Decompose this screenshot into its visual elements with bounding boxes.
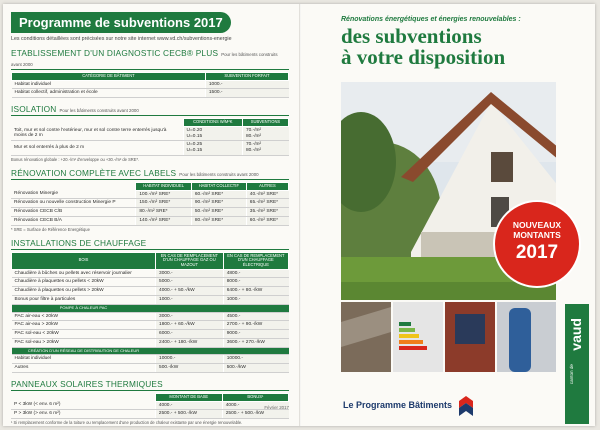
solaire-table: MONTANT DE BASE BONUS¹ P < 3kW (< env. 6 m²) 4000.- 4000.- P > 3kW (> env. 6 m²) 2500.- + 500.-/kW 2500.- + 500.-/kW [11, 393, 289, 419]
pac-subheader: POMPE À CHALEUR PAC [12, 304, 156, 312]
table-row: Rénovation CECB B/A 140.-/m² SRE* 80.-/m² SRE* 60.-/m² SRE* [11, 216, 289, 225]
chauffage-title: INSTALLATIONS DE CHAUFFAGE [11, 237, 147, 248]
solaire-note: ¹ Si remplacement conforme de la toiture ou remplacement d'une production de chaleur existante par une énergie renouvelable. [11, 420, 243, 426]
table-row: Habitat individuel 10000.- 10000.- [12, 355, 289, 364]
labels-section [11, 168, 289, 232]
table-row: Rénovation ou nouvelle construction Minergie P 150.-/m² SRE* 90.-/m² SRE* 65.-/m² SRE* [11, 199, 289, 208]
canton-vaud-logo: canton de vaud [565, 304, 589, 424]
table-row: Chaudière à plaquettes ou pellets < 20kW 5000.- 8000.- [12, 278, 289, 287]
table-row: P < 3kW (< env. 6 m²) 4000.- 4000.- [11, 401, 289, 410]
chauffage-table: BOIS EN CAS DE REMPLACEMENT D'UN CHAUFFAGE GAZ OU MAZOUT EN CAS DE REMPLACEMENT D'UN CHAUFFAGE ÉLECTRIQUE Chaudière à bûches ou pellets avec réservoir journalier 3000.- 4800.- Chaudière à plaquettes ou pellets < 20kW 5000.- 8000.- Chaudière à plaquettes ou pellets > 20kW 4000.- + 50.-/kW 6400.- + 80.-/kW Bonus pour filtre à particules 1000.- 1000.- POMPE À CHALEUR PAC PAC air-eau < 20kW 3000.- 4500.- PAC air-eau > 20kW 1800.- + 60.-/kW 2700.- + 90.-/kW PAC sol-eau < 20kW 6000.- 9000.- PAC sol-eau > 20kW 2400.- + 180.-/kW 3600.- + 270.-/kW CRÉATION D'UN RÉSEAU DE DISTRIBUTION DE CHALEUR Habitat individuel 10000.- 10000.- Autres 500.-/kW 500.-/kW [11, 252, 289, 373]
table-row: Mur et sol enterrés à plus de 2 m U=0.25 U=0.15 70.-/m² 80.-/m² [11, 141, 289, 156]
labels-note: * SRE = Surface de Référence Energétique [11, 226, 90, 232]
chauffage-section [11, 238, 289, 373]
table-row: Habitat collectif, administration et école 1500.- [12, 89, 289, 98]
new-amounts-badge: NOUVEAUX MONTANTS 2017 [493, 200, 581, 288]
programme-batiments-mark-icon [459, 396, 473, 416]
table-row: PAC air-eau > 20kW 1800.- + 60.-/kW 2700.- + 90.-/kW [12, 321, 289, 330]
reseau-subheader: CRÉATION D'UN RÉSEAU DE DISTRIBUTION DE CHALEUR [12, 347, 156, 355]
cover-title: des subventions à votre disposition [341, 24, 506, 69]
labels-table: HABITAT INDIVIDUEL HABITAT COLLECTIF AUTRES Rénovation Minergie 100.-/m² SRE* 60.-/m² SRE* 40.-/m² SRE* Rénovation ou nouvelle construction Minergie P 150.-/m² SRE* 90.-/m² SRE* 65.-/m² SRE* Rénovation CECB C/B 80.-/m² SRE* 50.-/m² SRE* 35.-/m² SRE* Rénovation CECB B/A 140.-/m² SRE* 80.-/m² SRE* 60.-/m² SRE* [11, 182, 289, 226]
brochure-page [3, 4, 595, 426]
table-row: Rénovation Minergie 100.-/m² SRE* 60.-/m² SRE* 40.-/m² SRE* [11, 190, 289, 199]
cecb-title: ETABLISSEMENT D'UN DIAGNOSTIC CECB® PLUS Pour les bâtiments construits avant 2000 [11, 48, 278, 67]
isolation-section [11, 104, 289, 162]
intro-text: Les conditions détaillées sont précisées sur notre site internet www.vd.ch/subventions-energie [11, 36, 232, 42]
table-row: Autres 500.-/kW 500.-/kW [12, 364, 289, 373]
print-date: Février 2017 [264, 405, 289, 410]
cecb-section [11, 48, 289, 98]
programme-batiments-logo: Le Programme Bâtiments [343, 400, 453, 410]
isolation-note: Bonus rénovation globale : +20.-/m² d'enveloppe ou +30.-/m² de SRE*. [11, 156, 140, 162]
table-row: PAC sol-eau > 20kW 2400.- + 180.-/kW 3600.- + 270.-/kW [12, 338, 289, 347]
isolation-title: ISOLATION Pour les bâtiments construits avant 2000 [11, 104, 139, 115]
table-row: Chaudière à bûches ou pellets avec réservoir journalier 3000.- 4800.- [12, 269, 289, 278]
thumbnail-strip [341, 302, 556, 372]
table-row: Bonus pour filtre à particules 1000.- 1000.- [12, 295, 289, 304]
solaire-title: PANNEAUX SOLAIRES THERMIQUES [11, 378, 163, 389]
table-row: Habitat individuel 1000.- [12, 80, 289, 89]
table-row: Chaudière à plaquettes ou pellets > 20kW 4000.- + 50.-/kW 6400.- + 80.-/kW [12, 287, 289, 296]
cover-subtitle: Rénovations énergétiques et énergies renouvelables : [341, 16, 521, 23]
solaire-section [11, 379, 289, 425]
cecb-table: CATÉGORIE DE BÂTIMENT SUBVENTION FORFAIT Habitat individuel 1000.- Habitat collectif, administration et école 1500.- [11, 72, 289, 98]
program-banner: Programme de subventions 2017 [11, 12, 231, 33]
table-row: PAC air-eau < 20kW 3000.- 4500.- [12, 312, 289, 321]
table-row: Rénovation CECB C/B 80.-/m² SRE* 50.-/m² SRE* 35.-/m² SRE* [11, 208, 289, 217]
cover-panel [301, 4, 595, 426]
table-row: P > 3kW (> env. 6 m²) 2500.- + 500.-/kW 2500.- + 500.-/kW [11, 410, 289, 419]
isolation-table: CONDITIONS W/M²K SUBVENTIONS Toit, mur et sol contre l'extérieur, mur et sol contre terre enterrés jusqu'à moins de 2 m U=0.20 U=0.15 70.-/m² 80.-/m² Mur et sol enterrés à plus de 2 m U=0.25 U=0.15 70.-/m² 80.-/m² [11, 118, 289, 156]
table-row: Toit, mur et sol contre l'extérieur, mur et sol contre terre enterrés jusqu'à moins de 2 m U=0.20 U=0.15 70.-/m² 80.-/m² [11, 126, 289, 141]
subsidy-program-panel [3, 4, 299, 426]
table-row: PAC sol-eau < 20kW 6000.- 9000.- [12, 330, 289, 339]
labels-title: RÉNOVATION COMPLÈTE AVEC LABELS Pour les bâtiments construits avant 2000 [11, 167, 259, 178]
